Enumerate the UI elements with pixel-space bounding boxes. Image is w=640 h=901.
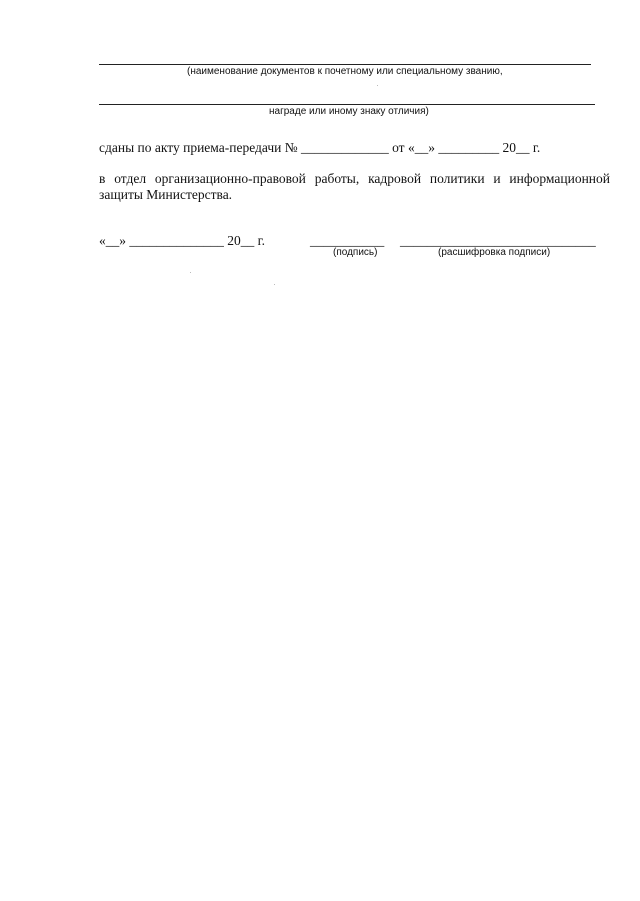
- signature-blank: ___________: [310, 233, 385, 248]
- signature-decoding-blank: _____________________________: [400, 233, 596, 248]
- act-transfer-line: сданы по акту приема-передачи № _____________ от «__» _________ 20__ г.: [99, 140, 541, 155]
- award-name-underline: [99, 104, 595, 105]
- scan-speck: [274, 284, 275, 285]
- caption-documents-name: (наименование документов к почетному или специальному званию,: [187, 66, 503, 77]
- caption-signature: (подпись): [333, 247, 378, 258]
- department-line-2: защиты Министерства.: [99, 187, 233, 202]
- scan-speck: [377, 85, 378, 86]
- documents-name-underline: [99, 64, 591, 65]
- caption-award-name: награде или иному знаку отличия): [269, 106, 429, 117]
- caption-signature-decoding: (расшифровка подписи): [438, 247, 551, 258]
- scan-speck: [190, 272, 191, 273]
- department-line-1: в отдел организационно-правовой работы, кадровой политики и информационной: [99, 171, 610, 186]
- date-line: «__» ______________ 20__ г.: [99, 233, 266, 248]
